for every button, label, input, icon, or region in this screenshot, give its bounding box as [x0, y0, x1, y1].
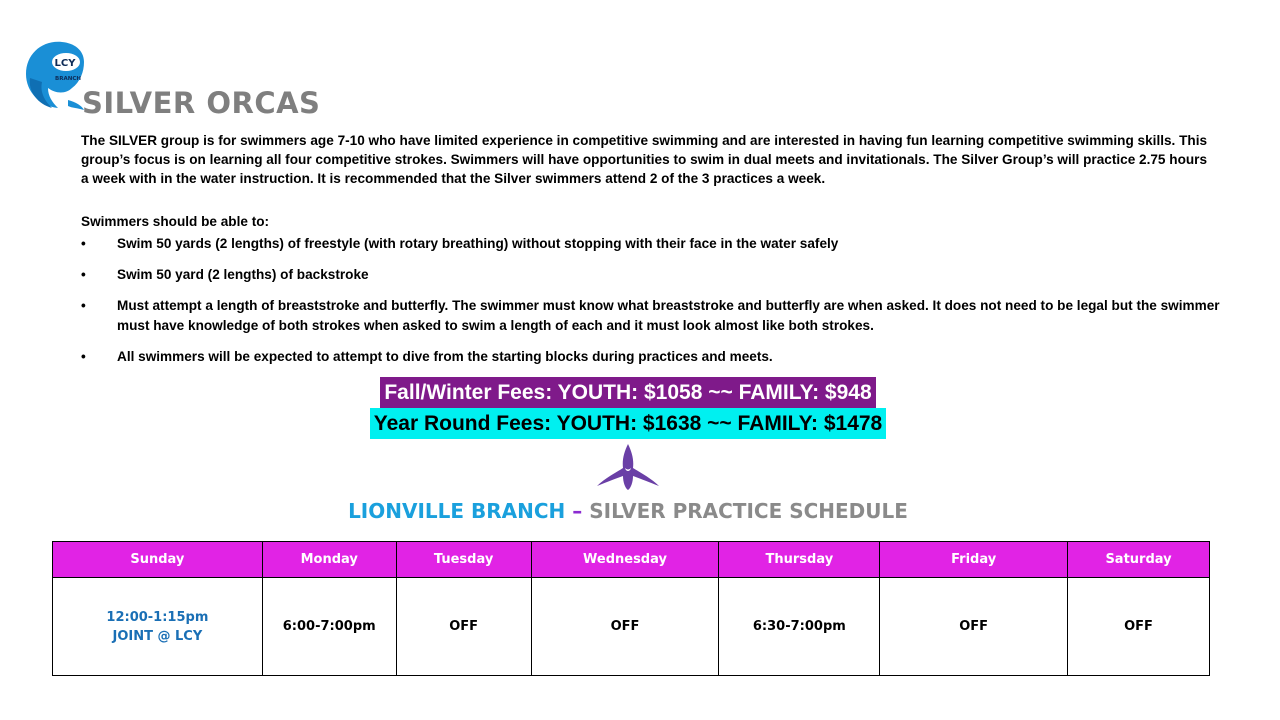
day-header: Tuesday — [396, 542, 531, 578]
svg-text:LCY: LCY — [54, 58, 76, 69]
day-header: Wednesday — [531, 542, 719, 578]
schedule-cell: 6:00-7:00pm — [262, 578, 396, 676]
page-title: SILVER ORCAS — [82, 86, 321, 120]
table-row — [53, 578, 1210, 676]
day-header: Monday — [262, 542, 396, 578]
lcy-orca-logo — [22, 38, 88, 110]
schedule-cell: 6:30-7:00pm — [719, 578, 880, 676]
day-header: Saturday — [1068, 542, 1210, 578]
svg-text:BRANCH: BRANCH — [55, 76, 81, 82]
intro-paragraph: The SILVER group is for swimmers age 7-10 who have limited experience in competitive swimming and are interested in having fun learning competitive swimming skills. This group’s focus is on learning all four competitive strokes. Swimmers will have opportunities to swim in dual meets and invitationals. The Silver Group’s will practice 2.75 hours a week with in the water instruction. It is recommended that the Silver swimmers attend 2 of the 3 practices a week. — [81, 133, 1208, 186]
requirements-list — [81, 234, 1221, 378]
schedule-dash: – — [565, 499, 590, 523]
schedule-branch: LIONVILLE BRANCH — [348, 499, 566, 523]
orca-icon — [595, 444, 661, 490]
schedule-cell: OFF — [531, 578, 719, 676]
practice-schedule-table — [52, 541, 1210, 676]
fall-winter-fees: Fall/Winter Fees: YOUTH: $1058 ~~ FAMILY: $948 — [380, 377, 875, 408]
table-header-row — [53, 542, 1210, 578]
schedule-title — [0, 499, 1256, 523]
day-header: Sunday — [53, 542, 263, 578]
schedule-cell: OFF — [396, 578, 531, 676]
sunday-time: 12:00-1:15pm — [106, 609, 209, 625]
schedule-cell: OFF — [880, 578, 1068, 676]
schedule-cell-sunday — [53, 578, 263, 676]
schedule-cell: OFF — [1068, 578, 1210, 676]
sunday-note: JOINT @ LCY — [112, 628, 203, 644]
schedule-title-rest: SILVER PRACTICE SCHEDULE — [589, 499, 908, 523]
fees-block — [0, 377, 1256, 439]
list-item: • Swim 50 yards (2 lengths) of freestyle (with rotary breathing) without stopping with their face in the water safely — [81, 234, 1221, 254]
list-item: • All swimmers will be expected to attempt to dive from the starting blocks during practices and meets. — [81, 347, 1221, 367]
list-item: • Swim 50 yard (2 lengths) of backstroke — [81, 265, 1221, 285]
year-round-fees: Year Round Fees: YOUTH: $1638 ~~ FAMILY: $1478 — [370, 408, 887, 439]
list-item: • Must attempt a length of breaststroke and butterfly. The swimmer must know what breaststroke and butterfly are when asked. It does not need to be legal but the swimmer must have knowledge of both strokes when asked to swim a length of each and it must look almost like both strokes. — [81, 296, 1221, 336]
day-header: Friday — [880, 542, 1068, 578]
day-header: Thursday — [719, 542, 880, 578]
requirements-lead: Swimmers should be able to: — [81, 214, 270, 229]
